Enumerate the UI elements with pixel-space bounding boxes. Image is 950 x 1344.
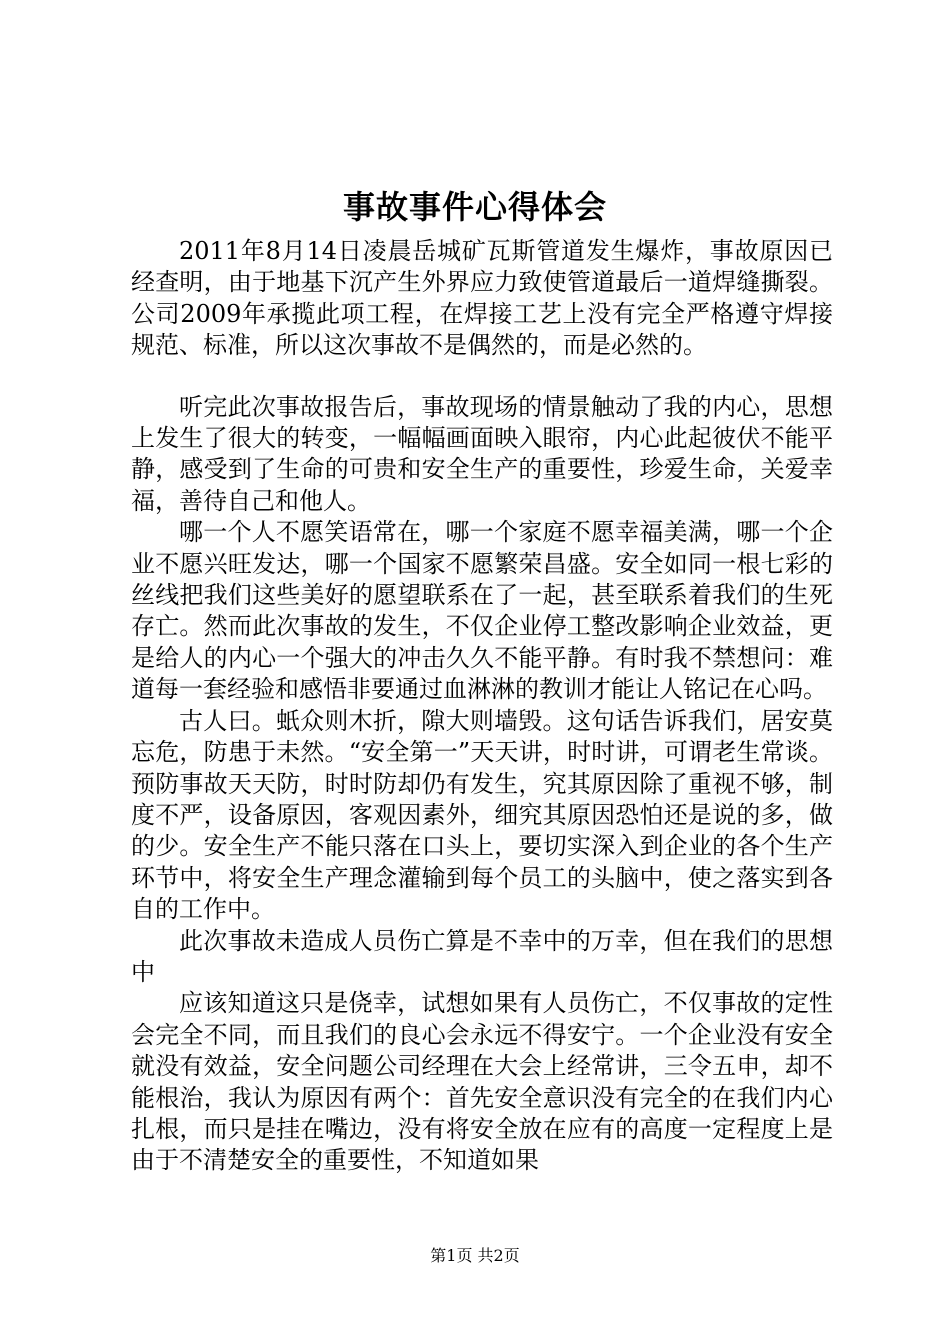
paragraph: 哪一个人不愿笑语常在，哪一个家庭不愿幸福美满，哪一个企业不愿兴旺发达，哪一个国家不愿繁荣昌盛。安全如同一根七彩的丝线把我们这些美好的愿望联系在了一起，甚至联系着我们的生死存亡。然而此次事故的发生，不仅企业停工整改影响企业效益，更是给人的内心一个强大的冲击久久不能平静。有时我不禁想问：难道每一套经验和感悟非要通过血淋淋的教训才能让人铭记在心吗。 bbox=[131, 518, 833, 704]
document-body bbox=[131, 236, 833, 1177]
paragraph: 此次事故未造成人员伤亡算是不幸中的万幸，但在我们的思想中 bbox=[131, 926, 833, 986]
page-number-footer: 第1页 共2页 bbox=[430, 1246, 520, 1265]
paragraph: 听完此次事故报告后，事故现场的情景触动了我的内心，思想上发生了很大的转变，一幅幅画面映入眼帘，内心此起彼伏不能平静，感受到了生命的可贵和安全生产的重要性，珍爱生命，关爱幸福，善待自己和他人。 bbox=[131, 392, 833, 515]
paragraph: 2011年8月14日凌晨岳城矿瓦斯管道发生爆炸，事故原因已经查明，由于地基下沉产生外界应力致使管道最后一道焊缝撕裂。公司2009年承揽此项工程，在焊接工艺上没有完全严格遵守焊接规范、标准，所以这次事故不是偶然的，而是必然的。 bbox=[131, 237, 833, 360]
document-title: 事故事件心得体会 bbox=[342, 188, 607, 226]
paragraph: 古人曰。蚔众则木折，隙大则墙毁。这句话告诉我们，居安莫忘危，防患于未然。“安全第一”天天讲，时时讲，可谓老生常谈。预防事故天天防，时时防却仍有发生，究其原因除了重视不够，制度不严，设备原因，客观因素外，细究其原因恐怕还是说的多，做的少。安全生产不能只落在口头上，要切实深入到企业的各个生产环节中，将安全生产理念灌输到每个员工的头脑中，使之落实到各自的工作中。 bbox=[131, 706, 833, 924]
paragraph: 应该知道这只是侥幸，试想如果有人员伤亡，不仅事故的定性会完全不同，而且我们的良心会永远不得安宁。一个企业没有安全就没有效益，安全问题公司经理在大会上经常讲，三令五申，却不能根治，我认为原因有两个：首先安全意识没有完全的在我们内心扎根，而只是挂在嘴边，没有将安全放在应有的高度一定程度上是由于不清楚安全的重要性，不知道如果 bbox=[131, 989, 833, 1175]
